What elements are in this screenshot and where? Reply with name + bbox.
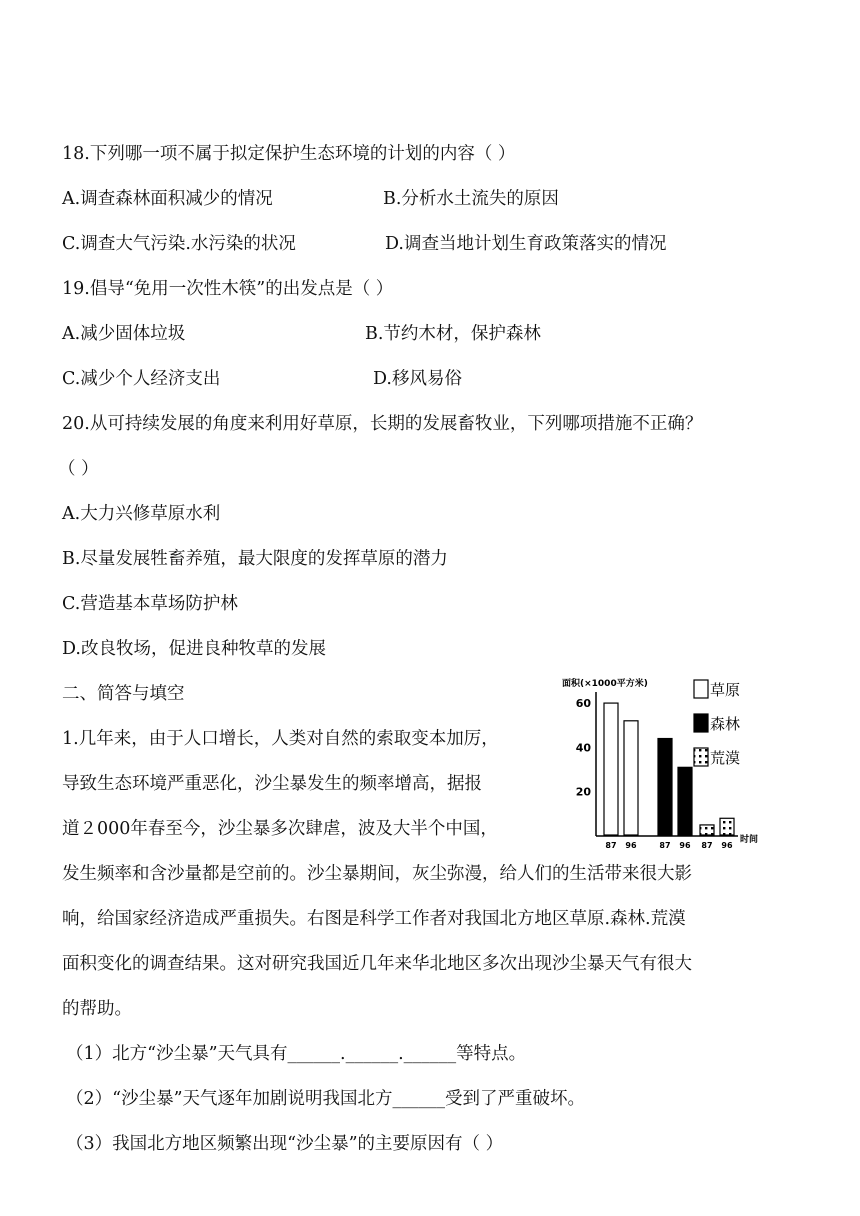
sub-question-1: （1）北方“沙尘暴”天气具有______.______.______等特点。 [66, 1044, 527, 1064]
area-change-chart [560, 670, 780, 850]
q20-option-d: D.改良牧场，促进良种牧草的发展 [62, 639, 326, 659]
y-tick-label: 60 [575, 697, 591, 711]
bar-森林-96 [678, 767, 692, 835]
sub-question-3: （3）我国北方地区频繁出现“沙尘暴”的主要原因有（ ） [66, 1134, 504, 1154]
legend-swatch-草原 [694, 680, 708, 698]
paragraph-line: 1.几年来，由于人口增长，人类对自然的索取变本加厉， [62, 729, 499, 749]
y-tick-label: 20 [575, 785, 591, 799]
q20-answer-paren: （ ） [58, 459, 99, 479]
paragraph-line: 的帮助。 [62, 999, 132, 1019]
q19-option-b: B.节约木材，保护森林 [365, 324, 541, 344]
paragraph-line: 发生频率和含沙量都是空前的。沙尘暴期间，灰尘弥漫，给人们的生活带来很大影 [62, 864, 692, 884]
paragraph-line: 响，给国家经济造成严重损失。右图是科学工作者对我国北方地区草原.森林.荒漠 [62, 909, 686, 929]
q20-stem: 20.从可持续发展的角度来利用好草原，长期的发展畜牧业，下列哪项措施不正确？ [62, 414, 703, 434]
q18-option-c: C.调查大气污染.水污染的状况 [62, 234, 296, 254]
x-tick-label: 87 [701, 841, 713, 850]
x-tick-label: 87 [659, 841, 671, 850]
q19-option-c: C.减少个人经济支出 [62, 369, 221, 389]
x-tick-label: 96 [721, 841, 733, 850]
paragraph-line: 导致生态环境严重恶化，沙尘暴发生的频率增高，据报 [62, 774, 482, 794]
x-tick-label: 96 [625, 841, 637, 850]
chart-ylabel: 面积(×1000平方米) [562, 679, 648, 689]
q19-stem: 19.倡导“免用一次性木筷”的出发点是（ ） [62, 279, 394, 299]
q19-option-d: D.移风易俗 [373, 369, 462, 389]
x-tick-label: 96 [679, 841, 691, 850]
legend-label: 森林 [710, 715, 741, 733]
legend-swatch-荒漠 [694, 748, 708, 766]
q20-option-b: B.尽量发展牲畜养殖，最大限度的发挥草原的潜力 [62, 549, 448, 569]
legend-label: 荒漠 [710, 749, 741, 767]
q20-option-a: A.大力兴修草原水利 [62, 504, 221, 524]
q19-option-a: A.减少固体垃圾 [62, 324, 186, 344]
paragraph-line: 面积变化的调查结果。这对研究我国近几年来华北地区多次出现沙尘暴天气有很大 [62, 954, 692, 974]
x-tick-label: 87 [605, 841, 617, 850]
legend-label: 草原 [710, 681, 741, 699]
q18-option-b: B.分析水土流失的原因 [383, 189, 559, 209]
q18-option-a: A.调查森林面积减少的情况 [62, 189, 273, 209]
bar-草原-96 [624, 721, 638, 835]
section-heading: 二、简答与填空 [62, 684, 185, 704]
bar-草原-87 [604, 703, 618, 835]
q18-option-d: D.调查当地计划生育政策落实的情况 [385, 234, 667, 254]
bar-荒漠-87 [700, 825, 714, 835]
chart-xlabel: 时间 [740, 835, 759, 845]
bar-森林-87 [658, 739, 672, 835]
q20-option-c: C.营造基本草场防护林 [62, 594, 238, 614]
bar-荒漠-96 [720, 818, 734, 835]
sub-question-2: （2）“沙尘暴”天气逐年加剧说明我国北方______受到了严重破坏。 [66, 1089, 586, 1109]
paragraph-line: 道２000年春至今，沙尘暴多次肆虐，波及大半个中国， [62, 819, 498, 839]
legend-swatch-森林 [694, 714, 708, 732]
y-tick-label: 40 [575, 741, 591, 755]
q18-stem: 18.下列哪一项不属于拟定保护生态环境的计划的内容（ ） [62, 144, 516, 164]
